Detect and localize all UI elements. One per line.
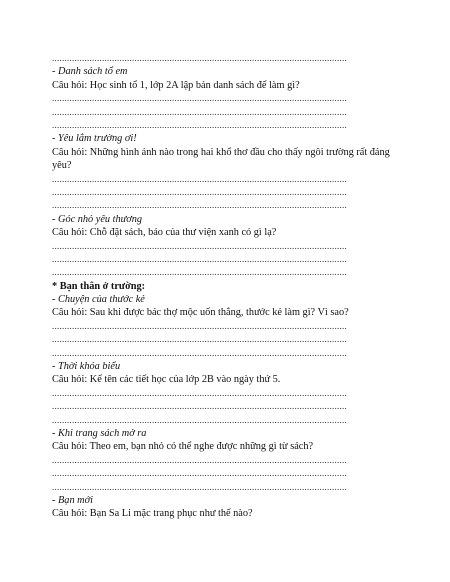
answer-line: ...................................................................................................................... <box>52 401 347 412</box>
section-title: - Thời khóa biểu <box>52 361 121 373</box>
answer-line: ...................................................................................................................... <box>52 454 347 465</box>
answer-line: ...................................................................................................................... <box>52 414 347 425</box>
section-title: - Chuyện của thước kẻ <box>52 294 145 306</box>
section-title: - Góc nhỏ yêu thương <box>52 213 143 225</box>
answer-line: ...................................................................................................................... <box>52 334 347 345</box>
answer-line: ...................................................................................................................... <box>52 240 347 251</box>
answer-line: ...................................................................................................................... <box>52 53 347 63</box>
question-text: Câu hỏi: Những hình ảnh nào trong hai khổ thơ đầu cho thấy ngôi trường rất đáng yêu? <box>52 146 390 172</box>
document-page <box>52 52 397 521</box>
answer-line: ...................................................................................................................... <box>52 106 347 117</box>
answer-line: ...................................................................................................................... <box>52 387 347 398</box>
question-text: Câu hỏi: Kể tên các tiết học của lớp 2B vào ngày thứ 5. <box>52 374 281 386</box>
answer-line: ...................................................................................................................... <box>52 267 347 278</box>
question-text: Câu hỏi: Chỗ đặt sách, báo của thư viện xanh có gì lạ? <box>52 227 277 239</box>
question-text: Câu hỏi: Học sinh tổ 1, lớp 2A lập bản danh sách để làm gì? <box>52 79 300 91</box>
answer-line: ...................................................................................................................... <box>52 347 347 358</box>
question-text: Câu hỏi: Sau khi được bác thợ mộc uốn thẳng, thước kẻ làm gì? Vì sao? <box>52 307 349 319</box>
answer-line: ...................................................................................................................... <box>52 253 347 264</box>
answer-line: ...................................................................................................................... <box>52 173 347 184</box>
question-text: Câu hỏi: Bạn Sa Li mặc trang phục như thế nào? <box>52 508 253 520</box>
answer-line: ...................................................................................................................... <box>52 93 347 104</box>
answer-line: ...................................................................................................................... <box>52 200 347 211</box>
answer-line: ...................................................................................................................... <box>52 320 347 331</box>
section-title: - Danh sách tổ em <box>52 66 128 78</box>
section-title: - Khi trang sách mở ra <box>52 427 147 439</box>
answer-line: ...................................................................................................................... <box>52 119 347 130</box>
section-heading: * Bạn thân ở trường: <box>52 280 146 292</box>
section-title: - Yêu lắm trường ơi! <box>52 133 137 145</box>
section-title: - Bạn mới <box>52 494 93 506</box>
question-text: Câu hỏi: Theo em, bạn nhỏ có thể nghe được những gì từ sách? <box>52 441 314 453</box>
answer-line: ...................................................................................................................... <box>52 481 347 492</box>
answer-line: ...................................................................................................................... <box>52 186 347 197</box>
answer-line: ...................................................................................................................... <box>52 468 347 479</box>
